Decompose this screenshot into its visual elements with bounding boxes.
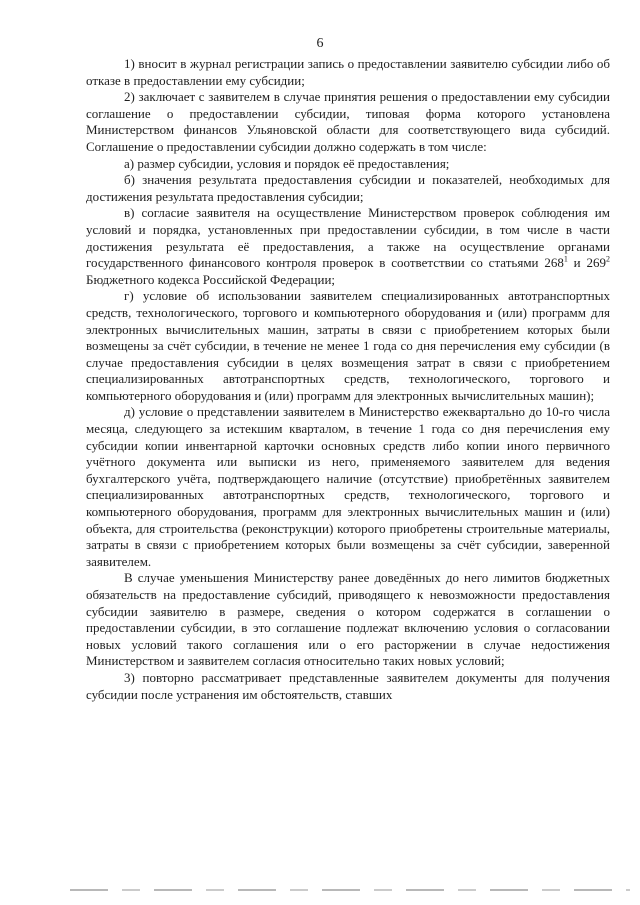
paragraph-subitem-v-text-2: и 269 (567, 255, 606, 271)
document-body (86, 56, 610, 703)
paragraph-item-3: 3) повторно рассматривает представленные заявителем документы для получения субсидии после устранения им обстоятельств, ставших (86, 669, 610, 702)
paragraph-subitem-v-text-3: Бюджетного кодекса Российской Федерации; (86, 271, 336, 287)
page-number: 6 (316, 36, 324, 51)
article-269-superscript: 2 (605, 254, 610, 264)
paragraph-subitem-g: г) условие об использовании заявителем специализированных автотранспортных средств, технологического, торгового и компьютерного оборудования и (или) программ для электронных вычислительных машин, затраты в связи с приобретением которых были возмещены за счёт субсидии, в течение не менее 1 года со дня перечисления ему субсидии (в случае предоставления субсидии в целях возмещения затрат в связи с приобретением специализированных автотранспортных средств, технологического, торгового и компьютерного оборудования и (или) программ для электронных вычислительных машин); (86, 288, 610, 403)
paragraph-limits-reduction: В случае уменьшения Министерству ранее доведённых до него лимитов бюджетных обязательств на предоставление субсидий, приводящего к невозможности предоставления субсидии заявителю в размере, сведения о котором содержатся в соглашении о предоставлении субсидии, в это соглашение подлежат включению условия о согласовании новых условий такого соглашения или о его расторжении в случае недостижения Министерством и заявителем согласия относительно таких новых условий; (86, 570, 610, 669)
scan-edge-artifact (70, 882, 630, 896)
article-268-superscript: 1 (563, 254, 568, 264)
paragraph-item-2: 2) заключает с заявителем в случае принятия решения о предоставлении ему субсидии соглашение о предоставлении субсидии, типовая форма которого установлена Министерством финансов Ульяновской области для соответствующего вида субсидий. Соглашение о предоставлении субсидии должно содержать в том числе: (86, 89, 610, 154)
paragraph-item-1: 1) вносит в журнал регистрации запись о предоставлении заявителю субсидии либо об отказе в предоставлении ему субсидии; (86, 56, 610, 88)
paragraph-subitem-a: а) размер субсидии, условия и порядок её предоставления; (124, 155, 450, 171)
paragraph-subitem-v-text: в) согласие заявителя на осуществление Министерством проверок соблюдения им условий и порядка, установленных при предоставлении субсидии, в том числе в части достижения результата её предоставления, а также на осуществление органами государственного финансового контроля проверок в соответствии со статьями 268 (86, 205, 610, 271)
paragraph-subitem-v (86, 205, 610, 288)
paragraph-subitem-b: б) значения результата предоставления субсидии и показателей, необходимых для достижения результата предоставления субсидии; (86, 172, 610, 204)
paragraph-subitem-d: д) условие о представлении заявителем в Министерство ежеквартально до 10-го числа месяца, следующего за истекшим кварталом, в течение 1 года со дня перечисления ему субсидии копии инвентарной карточки основных средств либо копии иного первичного учётного документа или выписки из него, применяемого заявителем для ведения бухгалтерского учёта, подтверждающего наличие (отсутствие) приобретённых заявителем специализированных автотранспортных средств, технологического, торгового и компьютерного оборудования, программ для электронных вычислительных машин и (или) объекта, для строительства (реконструкции) которого приобретены строительные материалы, затраты в связи с приобретением которых были возмещены за счёт субсидии, заверенной заявителем. (86, 404, 610, 569)
